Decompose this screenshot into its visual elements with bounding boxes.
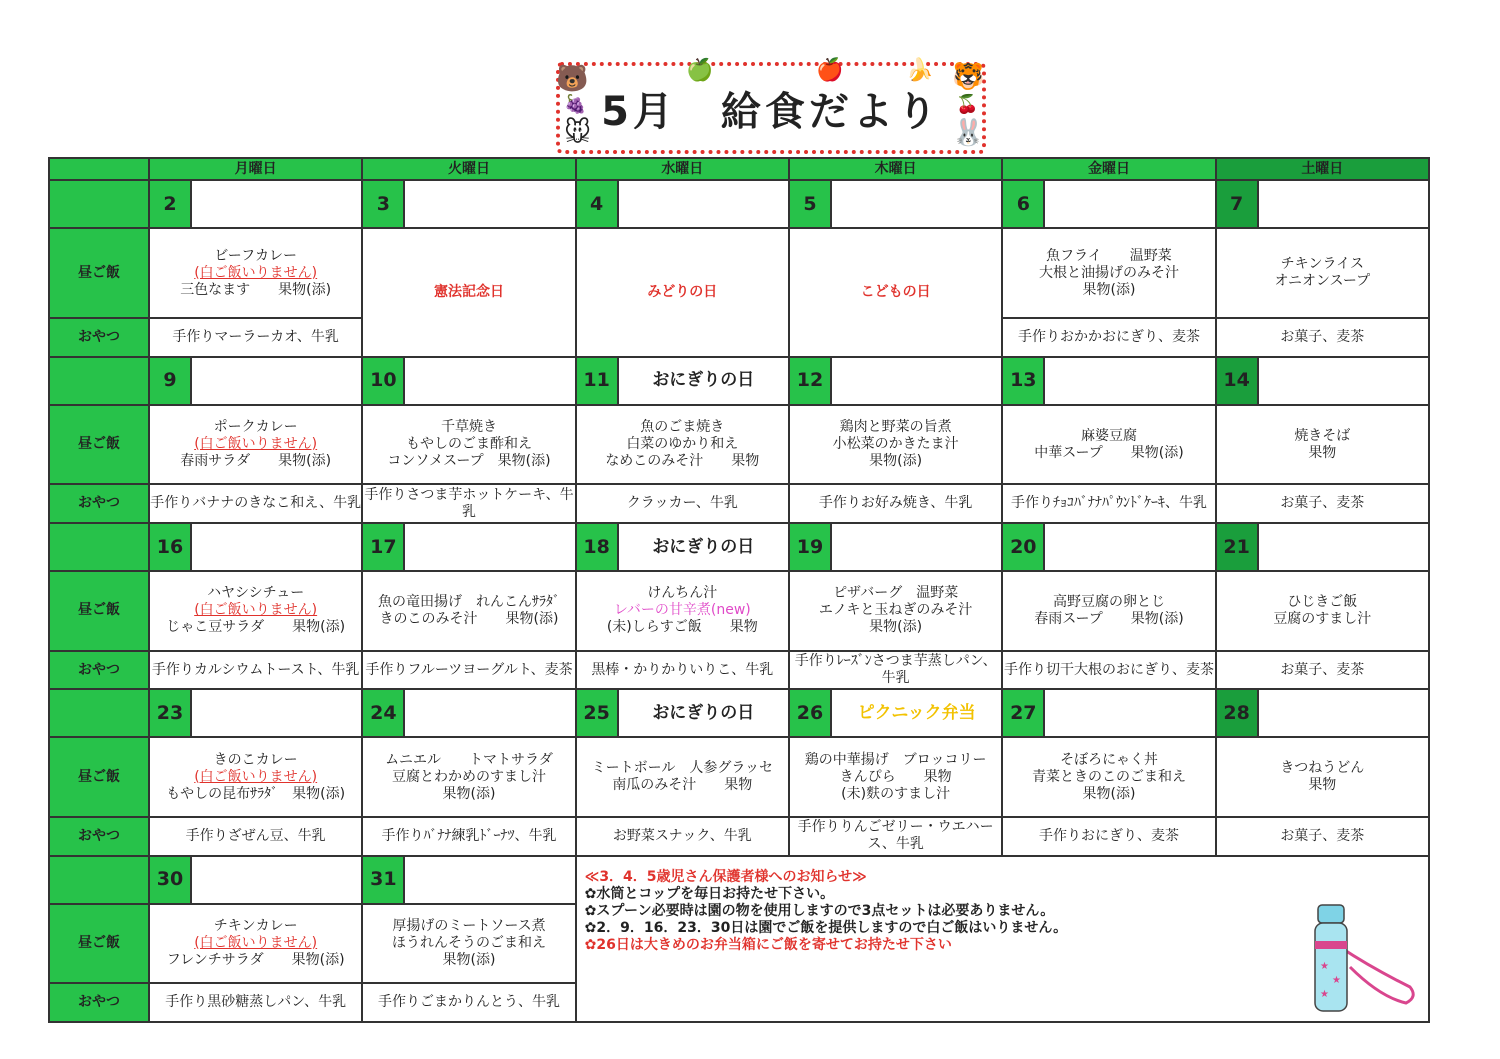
date-cell [1002, 180, 1215, 228]
grape-icon: 🍇 [564, 94, 587, 115]
date-number: 30 [150, 857, 192, 903]
date-cell [789, 523, 1002, 571]
menu-line: 千草焼き [440, 419, 497, 436]
date-number: 10 [363, 358, 405, 404]
menu-line: 魚のごま焼き [640, 419, 725, 436]
lunch-cell [789, 405, 1002, 485]
menu-line: 果物(添) [869, 453, 923, 470]
date-cell [576, 523, 789, 571]
snack-cell: 手作りマーラーカオ、牛乳 [149, 318, 362, 357]
date-cell [1216, 180, 1429, 228]
menu-line: 大根と油揚げのみそ汁 [1038, 264, 1179, 281]
date-cell [362, 357, 575, 405]
snack-cell: 手作り黒砂糖蒸しパン、牛乳 [149, 983, 362, 1022]
menu-line: オニオンスープ [1274, 273, 1371, 290]
menu-line: ひじきご飯 [1287, 593, 1358, 610]
date-cell [576, 357, 789, 405]
menu-line: 魚の竜田揚げ れんこんｻﾗﾀﾞ [377, 593, 560, 610]
date-cell [1002, 523, 1215, 571]
date-cell [789, 180, 1002, 228]
date-number: 13 [1003, 358, 1045, 404]
notice-item: ✿26日は大きめのお弁当箱にご飯を寄せてお持たせ下さい [584, 936, 952, 953]
picnic-lunch-note: ピクニック弁当 [857, 702, 976, 723]
week4-date-label [49, 689, 149, 737]
date-note [1045, 524, 1214, 570]
cherry-icon: 🍒 [956, 94, 979, 115]
lunch-cell [1216, 405, 1429, 485]
date-note [192, 358, 361, 404]
week4-lunch-row [49, 737, 1429, 817]
date-note [405, 857, 574, 903]
lunch-cell [789, 571, 1002, 651]
snack-cell: 手作りお好み焼き、牛乳 [789, 484, 1002, 523]
lunch-label: 昼ご飯 [49, 904, 149, 984]
date-note [405, 181, 574, 227]
lunch-cell [1216, 737, 1429, 817]
date-number: 4 [577, 181, 619, 227]
menu-line: きんぴら 果物 [839, 768, 952, 785]
snack-cell: 手作りざぜん豆、牛乳 [149, 817, 362, 856]
lunch-cell [362, 904, 575, 984]
header-thursday: 木曜日 [789, 158, 1002, 180]
holiday-cell: みどりの日 [576, 228, 789, 357]
menu-line: チキンカレー [213, 917, 298, 934]
date-note [832, 181, 1001, 227]
date-cell [789, 689, 1002, 737]
date-number: 5 [790, 181, 832, 227]
svg-text:★: ★ [1320, 989, 1329, 1000]
page-title: 5月 給食だより [601, 89, 941, 135]
date-note [1045, 181, 1214, 227]
snack-label: おやつ [49, 318, 149, 357]
cat-icon: 🐯 [952, 62, 985, 92]
lunch-cell [362, 571, 575, 651]
snack-cell: お野菜スナック、牛乳 [576, 817, 789, 856]
header-blank [49, 158, 149, 180]
date-note [1259, 358, 1428, 404]
date-note [192, 181, 361, 227]
date-note [405, 690, 574, 736]
date-note [192, 857, 361, 903]
week1-date-label [49, 180, 149, 228]
menu-line: ハヤシシチュー [207, 585, 305, 602]
menu-line: もやしの昆布ｻﾗﾀﾞ 果物(添) [166, 785, 346, 802]
date-number: 16 [150, 524, 192, 570]
menu-line: 鶏肉と野菜の旨煮 [839, 419, 952, 436]
header-wednesday: 水曜日 [576, 158, 789, 180]
header-row [49, 158, 1429, 180]
menu-line: 果物 [1308, 777, 1337, 794]
lunch-cell [576, 571, 789, 651]
week5-date-label [49, 856, 149, 904]
snack-cell: お菓子、麦茶 [1216, 817, 1429, 856]
menu-line: もやしのごま酢和え [405, 436, 532, 453]
menu-line: 果物(添) [1082, 281, 1136, 298]
date-cell [149, 689, 362, 737]
menu-line: ピザバーグ 温野菜 [833, 585, 959, 602]
week4-date-row [49, 689, 1429, 737]
menu-line: ポークカレー [213, 419, 298, 436]
menu-line: 果物 [1308, 444, 1337, 461]
lunch-cell [1002, 405, 1215, 485]
date-number: 14 [1217, 358, 1259, 404]
date-cell [149, 856, 362, 904]
date-cell [789, 357, 1002, 405]
date-number: 6 [1003, 181, 1045, 227]
date-note [192, 524, 361, 570]
notice-item: ✿スプーン必要時は園の物を使用しますので3点セットは必要ありません。 [584, 902, 1055, 919]
lunch-cell [789, 737, 1002, 817]
lunch-label: 昼ご飯 [49, 228, 149, 318]
date-note [1045, 358, 1214, 404]
svg-text:★: ★ [1320, 961, 1329, 972]
date-cell [362, 689, 575, 737]
date-note [405, 358, 574, 404]
menu-line: 小松菜のかきたま汁 [832, 436, 959, 453]
lunch-cell [362, 737, 575, 817]
water-bottle-icon [1310, 897, 1420, 1017]
lunch-cell [576, 405, 789, 485]
snack-cell: 黒棒・かりかりいりこ、牛乳 [576, 651, 789, 690]
snack-cell: 手作りカルシウムトースト、牛乳 [149, 651, 362, 690]
snack-cell: 手作りおかかおにぎり、麦茶 [1002, 318, 1215, 357]
onigiri-day-note: おにぎりの日 [652, 702, 755, 723]
rice-note: (白ご飯いりません) [194, 264, 318, 281]
header-friday: 金曜日 [1002, 158, 1215, 180]
date-number: 31 [363, 857, 405, 903]
week2-lunch-row [49, 405, 1429, 485]
lunch-cell [1002, 228, 1215, 318]
snack-cell: 手作りさつま芋ホットケーキ、牛乳 [362, 484, 575, 523]
date-number: 26 [790, 690, 832, 736]
week2-snack-row [49, 484, 1429, 523]
date-note [1259, 181, 1428, 227]
date-note [832, 358, 1001, 404]
snack-label: おやつ [49, 817, 149, 856]
date-cell [149, 357, 362, 405]
new-menu-line: レバーの甘辛煮(new) [613, 602, 751, 619]
date-number: 24 [363, 690, 405, 736]
snack-label: おやつ [49, 651, 149, 690]
menu-line: (未)しらすご飯 果物 [606, 619, 758, 636]
header-monday: 月曜日 [149, 158, 362, 180]
menu-line: 豆腐とわかめのすまし汁 [391, 768, 546, 785]
lunch-cell [362, 405, 575, 485]
date-number: 20 [1003, 524, 1045, 570]
lunch-cell [1002, 737, 1215, 817]
lunch-label: 昼ご飯 [49, 405, 149, 485]
date-note [405, 524, 574, 570]
snack-cell: クラッカー、牛乳 [576, 484, 789, 523]
menu-line: きのこカレー [213, 751, 298, 768]
lunch-cell [149, 405, 362, 485]
snack-cell: 手作りおにぎり、麦茶 [1002, 817, 1215, 856]
date-cell [149, 180, 362, 228]
snack-cell: お菓子、麦茶 [1216, 318, 1429, 357]
rice-note: (白ご飯いりません) [194, 602, 318, 619]
snack-label: おやつ [49, 484, 149, 523]
date-number: 2 [150, 181, 192, 227]
menu-line: 焼きそば [1294, 427, 1351, 444]
week3-date-label [49, 523, 149, 571]
menu-calendar [48, 157, 1430, 1023]
menu-line: 中華スープ 果物(添) [1034, 444, 1184, 461]
menu-line: きつねうどん [1280, 760, 1365, 777]
apple-icon: 🍏 [686, 58, 714, 83]
notice-item: ✿水筒とコップを毎日お持たせ下さい。 [584, 885, 835, 902]
date-number: 11 [577, 358, 619, 404]
week3-date-row [49, 523, 1429, 571]
snack-cell: お菓子、麦茶 [1216, 484, 1429, 523]
snack-cell: お菓子、麦茶 [1216, 651, 1429, 690]
onigiri-day-note: おにぎりの日 [652, 370, 755, 391]
lunch-cell [149, 571, 362, 651]
lunch-cell [149, 737, 362, 817]
date-number: 27 [1003, 690, 1045, 736]
week2-date-row [49, 357, 1429, 405]
date-number: 19 [790, 524, 832, 570]
date-number: 3 [363, 181, 405, 227]
date-cell [1216, 357, 1429, 405]
snack-label: おやつ [49, 983, 149, 1022]
notice-heading: ≪3．4．5歳児さん保護者様へのお知らせ≫ [584, 868, 867, 885]
banana-icon: 🍌 [906, 58, 934, 83]
rice-note: (白ご飯いりません) [194, 934, 318, 951]
snack-cell: 手作りﾁｮｺﾊﾞﾅﾅﾊﾟｳﾝﾄﾞｹｰｷ、牛乳 [1002, 484, 1215, 523]
notice-item: ✿2．9．16．23．30日は園でご飯を提供しますので白ご飯はいりません。 [584, 919, 1068, 936]
date-note [1259, 690, 1428, 736]
holiday-cell: 憲法記念日 [362, 228, 575, 357]
menu-line: 魚フライ 温野菜 [1046, 247, 1172, 264]
lunch-cell [149, 904, 362, 984]
snack-cell: 手作り切干大根のおにぎり、麦茶 [1002, 651, 1215, 690]
date-number: 25 [577, 690, 619, 736]
date-number: 7 [1217, 181, 1259, 227]
holiday-cell: こどもの日 [789, 228, 1002, 357]
date-number: 21 [1217, 524, 1259, 570]
menu-line: 果物(添) [1082, 785, 1136, 802]
menu-line: チキンライス [1280, 256, 1364, 273]
date-number: 12 [790, 358, 832, 404]
menu-line: 麻婆豆腐 [1080, 427, 1137, 444]
menu-line: ミートボール 人参グラッセ [591, 760, 774, 777]
week2-date-label [49, 357, 149, 405]
mouse-icon: 🐭 [564, 118, 592, 148]
menu-line: ムニエル トマトサラダ [385, 751, 553, 768]
lunch-cell [1216, 571, 1429, 651]
date-note [192, 690, 361, 736]
menu-line: 鶏の中華揚げ ブロッコリー [804, 751, 987, 768]
menu-line: 果物(添) [442, 785, 496, 802]
bear-icon: 🐻 [556, 64, 589, 94]
date-note [619, 181, 788, 227]
snack-cell: 手作りﾊﾞﾅﾅ練乳ﾄﾞｰﾅﾂ、牛乳 [362, 817, 575, 856]
date-cell [1216, 689, 1429, 737]
week1-lunch-row [49, 228, 1429, 318]
lunch-label: 昼ご飯 [49, 571, 149, 651]
date-cell [362, 180, 575, 228]
lunch-cell [1002, 571, 1215, 651]
menu-line: 厚揚げのミートソース煮 [392, 917, 546, 934]
week4-snack-row [49, 817, 1429, 856]
week3-lunch-row [49, 571, 1429, 651]
menu-line: 春雨スープ 果物(添) [1034, 610, 1184, 627]
date-cell [576, 689, 789, 737]
snack-cell: 手作りごまかりんとう、牛乳 [362, 983, 575, 1022]
menu-line: 春雨サラダ 果物(添) [180, 453, 332, 470]
date-note [1045, 690, 1214, 736]
snack-cell: 手作りﾚｰｽﾞﾝさつま芋蒸しパン、牛乳 [789, 651, 1002, 690]
menu-line: けんちん汁 [647, 585, 718, 602]
menu-line: エノキと玉ねぎのみそ汁 [818, 602, 973, 619]
date-number: 9 [150, 358, 192, 404]
lunch-cell [149, 228, 362, 318]
header-tuesday: 火曜日 [362, 158, 575, 180]
menu-line: 青菜ときのこのごま和え [1031, 768, 1186, 785]
lunch-cell [576, 737, 789, 817]
date-cell [149, 523, 362, 571]
date-cell [362, 856, 575, 904]
week1-date-row [49, 180, 1429, 228]
snack-cell: 手作りりんごゼリー・ウエハース、牛乳 [789, 817, 1002, 856]
date-cell [362, 523, 575, 571]
menu-line: 豆腐のすまし汁 [1273, 610, 1372, 627]
menu-line: 白菜のゆかり和え [626, 436, 739, 453]
menu-line: コンソメスープ 果物(添) [387, 453, 551, 470]
date-number: 17 [363, 524, 405, 570]
date-number: 18 [577, 524, 619, 570]
rice-note: (白ご飯いりません) [194, 768, 318, 785]
rice-note: (白ご飯いりません) [194, 436, 318, 453]
menu-line: なめこのみそ汁 果物 [605, 453, 760, 470]
apple-icon: 🍎 [816, 58, 844, 83]
lunch-cell [1216, 228, 1429, 318]
menu-line: 三色なます 果物(添) [180, 281, 332, 298]
menu-line: ほうれんそうのごま和え [391, 934, 546, 951]
date-cell [1216, 523, 1429, 571]
menu-line: 果物(添) [442, 951, 496, 968]
title-banner [556, 58, 986, 154]
rabbit-icon: 🐰 [952, 118, 985, 148]
date-note [832, 524, 1001, 570]
week5-date-row [49, 856, 1429, 904]
lunch-label: 昼ご飯 [49, 737, 149, 817]
snack-cell: 手作りフルーツヨーグルト、麦茶 [362, 651, 575, 690]
menu-line: 南瓜のみそ汁 果物 [612, 777, 753, 794]
date-cell [1002, 689, 1215, 737]
header-saturday: 土曜日 [1216, 158, 1429, 180]
menu-line: 果物(添) [869, 619, 923, 636]
menu-line: きのこのみそ汁 果物(添) [379, 610, 559, 627]
menu-line: じゃこ豆サラダ 果物(添) [166, 619, 346, 636]
date-number: 23 [150, 690, 192, 736]
menu-line: ビーフカレー [214, 247, 297, 264]
onigiri-day-note: おにぎりの日 [652, 536, 755, 557]
snack-cell: 手作りバナナのきなこ和え、牛乳 [149, 484, 362, 523]
menu-line: フレンチサラダ 果物(添) [166, 951, 345, 968]
menu-line: (未)麩のすまし汁 [841, 785, 951, 802]
date-number: 28 [1217, 690, 1259, 736]
date-cell [1002, 357, 1215, 405]
svg-text:★: ★ [1332, 975, 1341, 986]
menu-line: 高野豆腐の卵とじ [1052, 593, 1165, 610]
date-note [1259, 524, 1428, 570]
date-cell [576, 180, 789, 228]
week3-snack-row [49, 651, 1429, 690]
notice-box [576, 856, 1429, 1022]
menu-line: そぼろにゃく丼 [1060, 751, 1158, 768]
